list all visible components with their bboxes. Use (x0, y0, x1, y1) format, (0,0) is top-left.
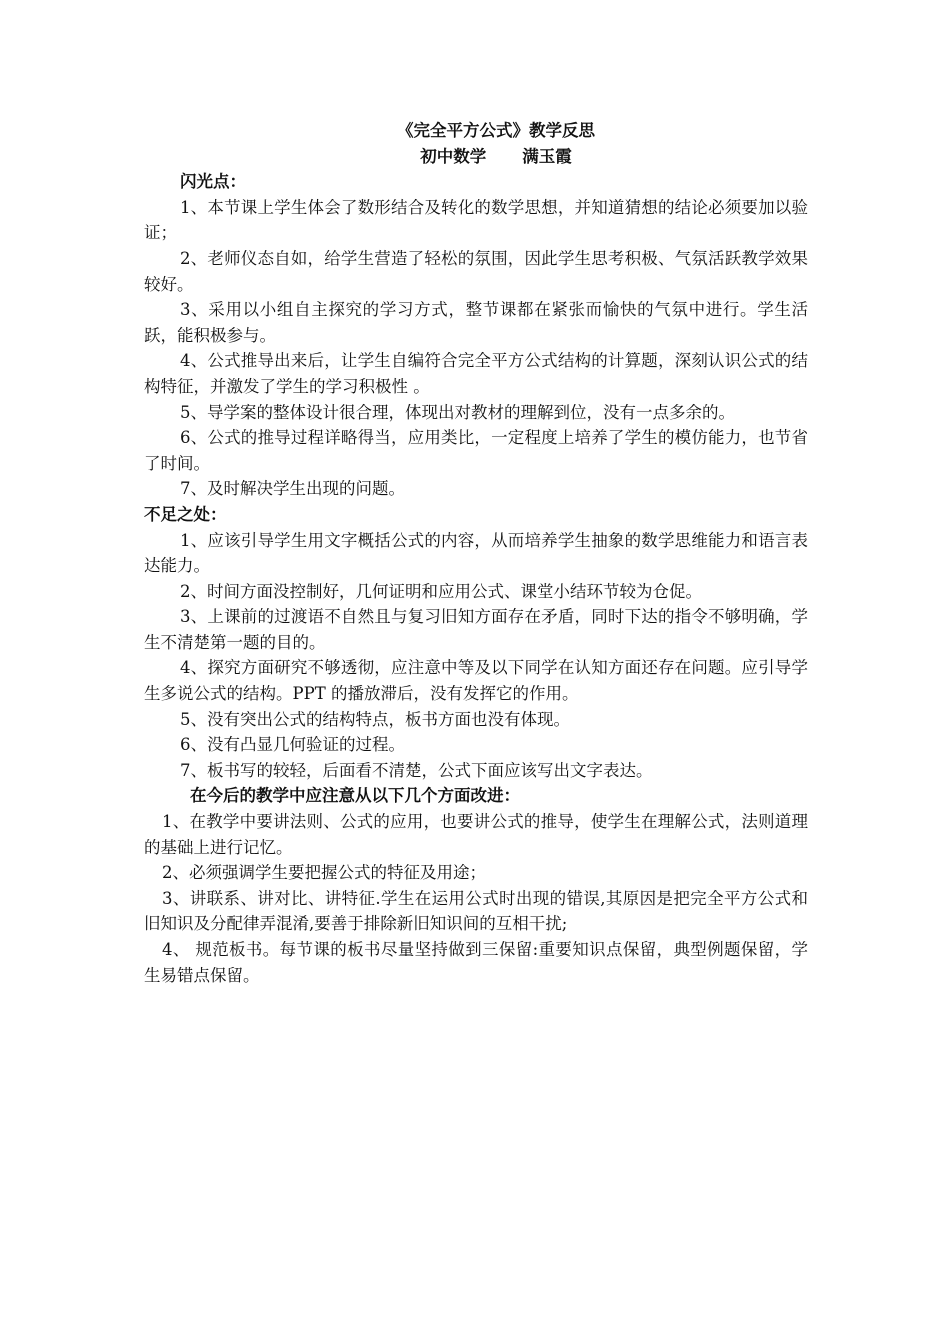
section-heading-improvements: 在今后的教学中应注意从以下几个方面改进： (190, 786, 520, 806)
author-name: 满玉霞 (522, 146, 572, 166)
shortcoming-item: 3、上课前的过渡语不自然且与复习旧知方面存在矛盾，同时下达的指令不够明确，学生不清楚第一题的目的。 (144, 607, 808, 652)
improvement-item: 2、必须强调学生要把握公式的特征及用途； (162, 863, 486, 883)
document-title: 《完全平方公式》教学反思 (397, 121, 595, 140)
improvement-item: 4、 规范板书。每节课的板书尽量坚持做到三保留:重要知识点保留，典型例题保留，学生易错点保留。 (144, 940, 808, 985)
shortcoming-item: 5、没有突出公式的结构特点，板书方面也没有体现。 (180, 709, 570, 729)
highlight-item: 3、采用以小组自主探究的学习方式，整节课都在紧张而愉快的气氛中进行。学生活跃，能积极参与。 (144, 300, 808, 345)
highlight-item: 2、老师仪态自如，给学生营造了轻松的氛围，因此学生思考积极、气氛活跃教学效果较好。 (144, 248, 808, 294)
highlight-item: 6、公式的推导过程详略得当，应用类比，一定程度上培养了学生的模仿能力，也节省了时间。 (144, 428, 808, 473)
shortcoming-item: 7、板书写的较轻，后面看不清楚，公式下面应该写出文字表达。 (180, 760, 653, 780)
section-heading-shortcomings: 不足之处： (144, 504, 227, 524)
shortcoming-item: 2、时间方面没控制好，几何证明和应用公式、课堂小结环节较为仓促。 (180, 581, 702, 601)
shortcoming-item: 1、应该引导学生用文字概括公式的内容，从而培养学生抽象的数学思维能力和语言表达能力。 (144, 530, 808, 576)
shortcoming-item: 6、没有凸显几何验证的过程。 (180, 735, 405, 755)
section-heading-highlights: 闪光点： (180, 172, 246, 192)
document-subtitle (184, 144, 808, 170)
improvement-item: 3、讲联系、讲对比、讲特征.学生在运用公式时出现的错误,其原因是把完全平方公式和旧知识及分配律弄混淆,要善于排除新旧知识间的互相干扰; (144, 888, 808, 934)
highlight-item: 1、本节课上学生体会了数形结合及转化的数学思想，并知道猜想的结论必须要加以验证； (144, 197, 808, 243)
improvement-item: 1、在教学中要讲法则、公式的应用，也要讲公式的推导，使学生在理解公式，法则道理的基础上进行记忆。 (144, 812, 808, 857)
highlight-item: 7、及时解决学生出现的问题。 (180, 479, 405, 499)
document-page (144, 118, 808, 988)
highlight-item: 5、导学案的整体设计很合理，体现出对教材的理解到位，没有一点多余的。 (180, 402, 735, 422)
shortcoming-item: 4、探究方面研究不够透彻，应注意中等及以下同学在认知方面还存在问题。应引导学生多说公式的结构。PPT 的播放滞后，没有发挥它的作用。 (144, 658, 808, 704)
highlight-item: 4、公式推导出来后，让学生自编符合完全平方公式结构的计算题，深刻认识公式的结构特征，并激发了学生的学习积极性 。 (144, 351, 808, 396)
subject-label: 初中数学 (420, 146, 487, 166)
